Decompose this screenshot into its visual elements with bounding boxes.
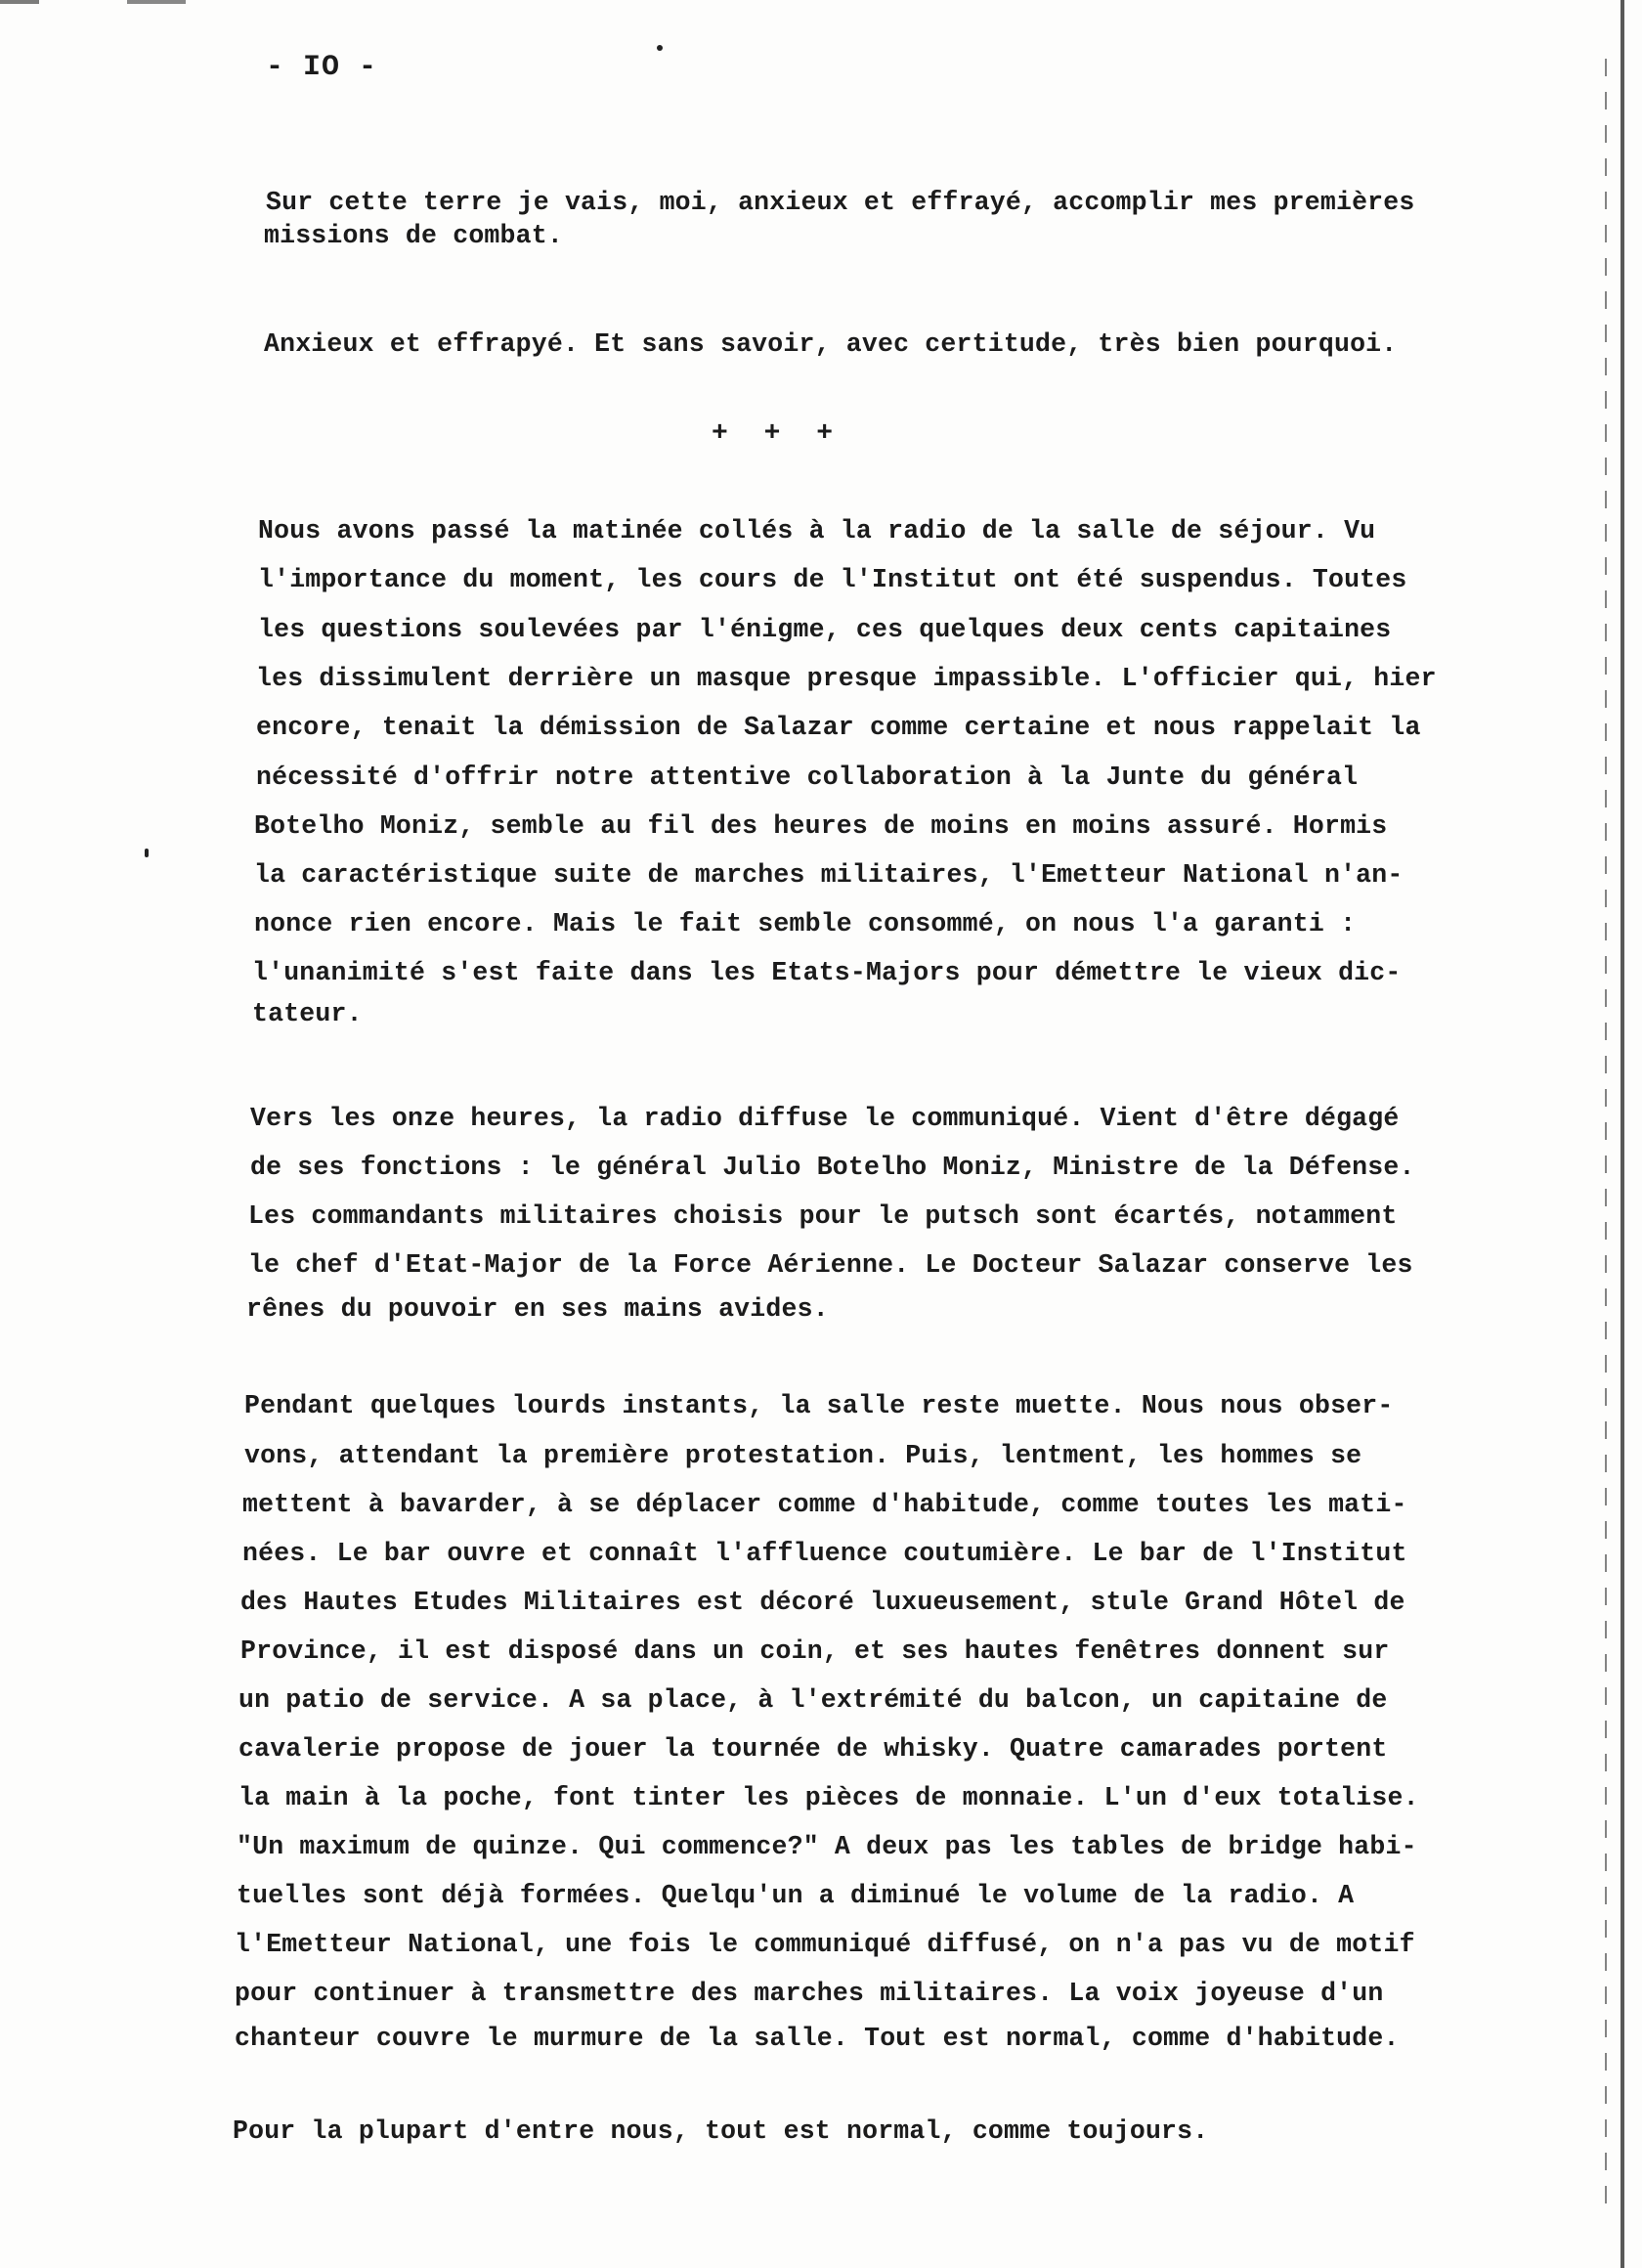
text-line: Nous avons passé la matinée collés à la radio de la salle de séjour. Vu <box>258 516 1376 545</box>
text-line: les questions soulevées par l'énigme, ces quelques deux cents capitaines <box>258 615 1392 644</box>
binding-edge-dashes <box>1605 59 1607 2209</box>
text-line: Sur cette terre je vais, moi, anxieux et effrayé, accomplir mes premières <box>266 188 1415 217</box>
text-line: le chef d'Etat-Major de la Force Aérienne. Le Docteur Salazar conserve les <box>248 1250 1413 1280</box>
text-line: pour continuer à transmettre des marches militaires. La voix joyeuse d'un <box>235 1979 1384 2008</box>
text-line: Pour la plupart d'entre nous, tout est normal, comme toujours. <box>233 2116 1209 2146</box>
text-line: cavalerie propose de jouer la tournée de whisky. Quatre camarades portent <box>238 1734 1388 1764</box>
text-line: de ses fonctions : le général Julio Botelho Moniz, Ministre de la Défense. <box>250 1153 1415 1182</box>
text-line: tuelles sont déjà formées. Quelqu'un a diminué le volume de la radio. A <box>237 1881 1355 1910</box>
text-line: Anxieux et effrapyé. Et sans savoir, avec certitude, très bien pourquoi. <box>264 329 1398 359</box>
text-line: chanteur couvre le murmure de la salle. Tout est normal, comme d'habitude. <box>235 2024 1400 2053</box>
text-line: Les commandants militaires choisis pour le putsch sont écartés, notamment <box>248 1201 1398 1231</box>
text-line: tateur. <box>252 999 363 1028</box>
ink-speck <box>145 849 149 857</box>
section-separator: + + + <box>712 418 843 449</box>
text-line: l'Emetteur National, une fois le communiqué diffusé, on n'a pas vu de motif <box>235 1930 1415 1959</box>
binding-edge <box>1620 0 1624 2268</box>
text-line: encore, tenait la démission de Salazar comme certaine et nous rappelait la <box>256 713 1421 742</box>
text-line: Pendant quelques lourds instants, la salle reste muette. Nous nous obser- <box>244 1391 1394 1420</box>
text-line: missions de combat. <box>264 221 563 250</box>
page-number: - IO - <box>266 51 378 84</box>
ink-speck <box>657 45 663 51</box>
text-line: un patio de service. A sa place, à l'extrémité du balcon, un capitaine de <box>238 1685 1388 1715</box>
text-line: l'unanimité s'est faite dans les Etats-Majors pour démettre le vieux dic- <box>252 958 1402 987</box>
text-line: la main à la poche, font tinter les pièces de monnaie. L'un d'eux totalise. <box>238 1783 1419 1812</box>
text-line: nécessité d'offrir notre attentive collaboration à la Junte du général <box>256 763 1359 792</box>
text-line: vons, attendant la première protestation. Puis, lentment, les hommes se <box>244 1441 1362 1470</box>
text-line: mettent à bavarder, à se déplacer comme d'habitude, comme toutes les mati- <box>242 1490 1407 1519</box>
text-line: "Un maximum de quinze. Qui commence?" A deux pas les tables de bridge habi- <box>237 1832 1417 1861</box>
text-line: les dissimulent derrière un masque presque impassible. L'officier qui, hier <box>256 664 1437 693</box>
text-line: l'importance du moment, les cours de l'Institut ont été suspendus. Toutes <box>258 565 1407 594</box>
text-line: nonce rien encore. Mais le fait semble consommé, on nous l'a garanti : <box>254 909 1357 938</box>
text-line: la caractéristique suite de marches militaires, l'Emetteur National n'an- <box>254 860 1404 890</box>
text-line: Province, il est disposé dans un coin, et ses hautes fenêtres donnent sur <box>240 1636 1390 1666</box>
text-line: Vers les onze heures, la radio diffuse le communiqué. Vient d'être dégagé <box>250 1104 1400 1133</box>
text-line: des Hautes Etudes Militaires est décoré luxueusement, stule Grand Hôtel de <box>240 1588 1405 1617</box>
text-line: Botelho Moniz, semble au fil des heures de moins en moins assuré. Hormis <box>254 811 1388 841</box>
scan-top-edge <box>0 0 1642 4</box>
text-line: nées. Le bar ouvre et connaît l'affluence coutumière. Le bar de l'Institut <box>242 1539 1407 1568</box>
text-line: rênes du pouvoir en ses mains avides. <box>246 1294 829 1324</box>
